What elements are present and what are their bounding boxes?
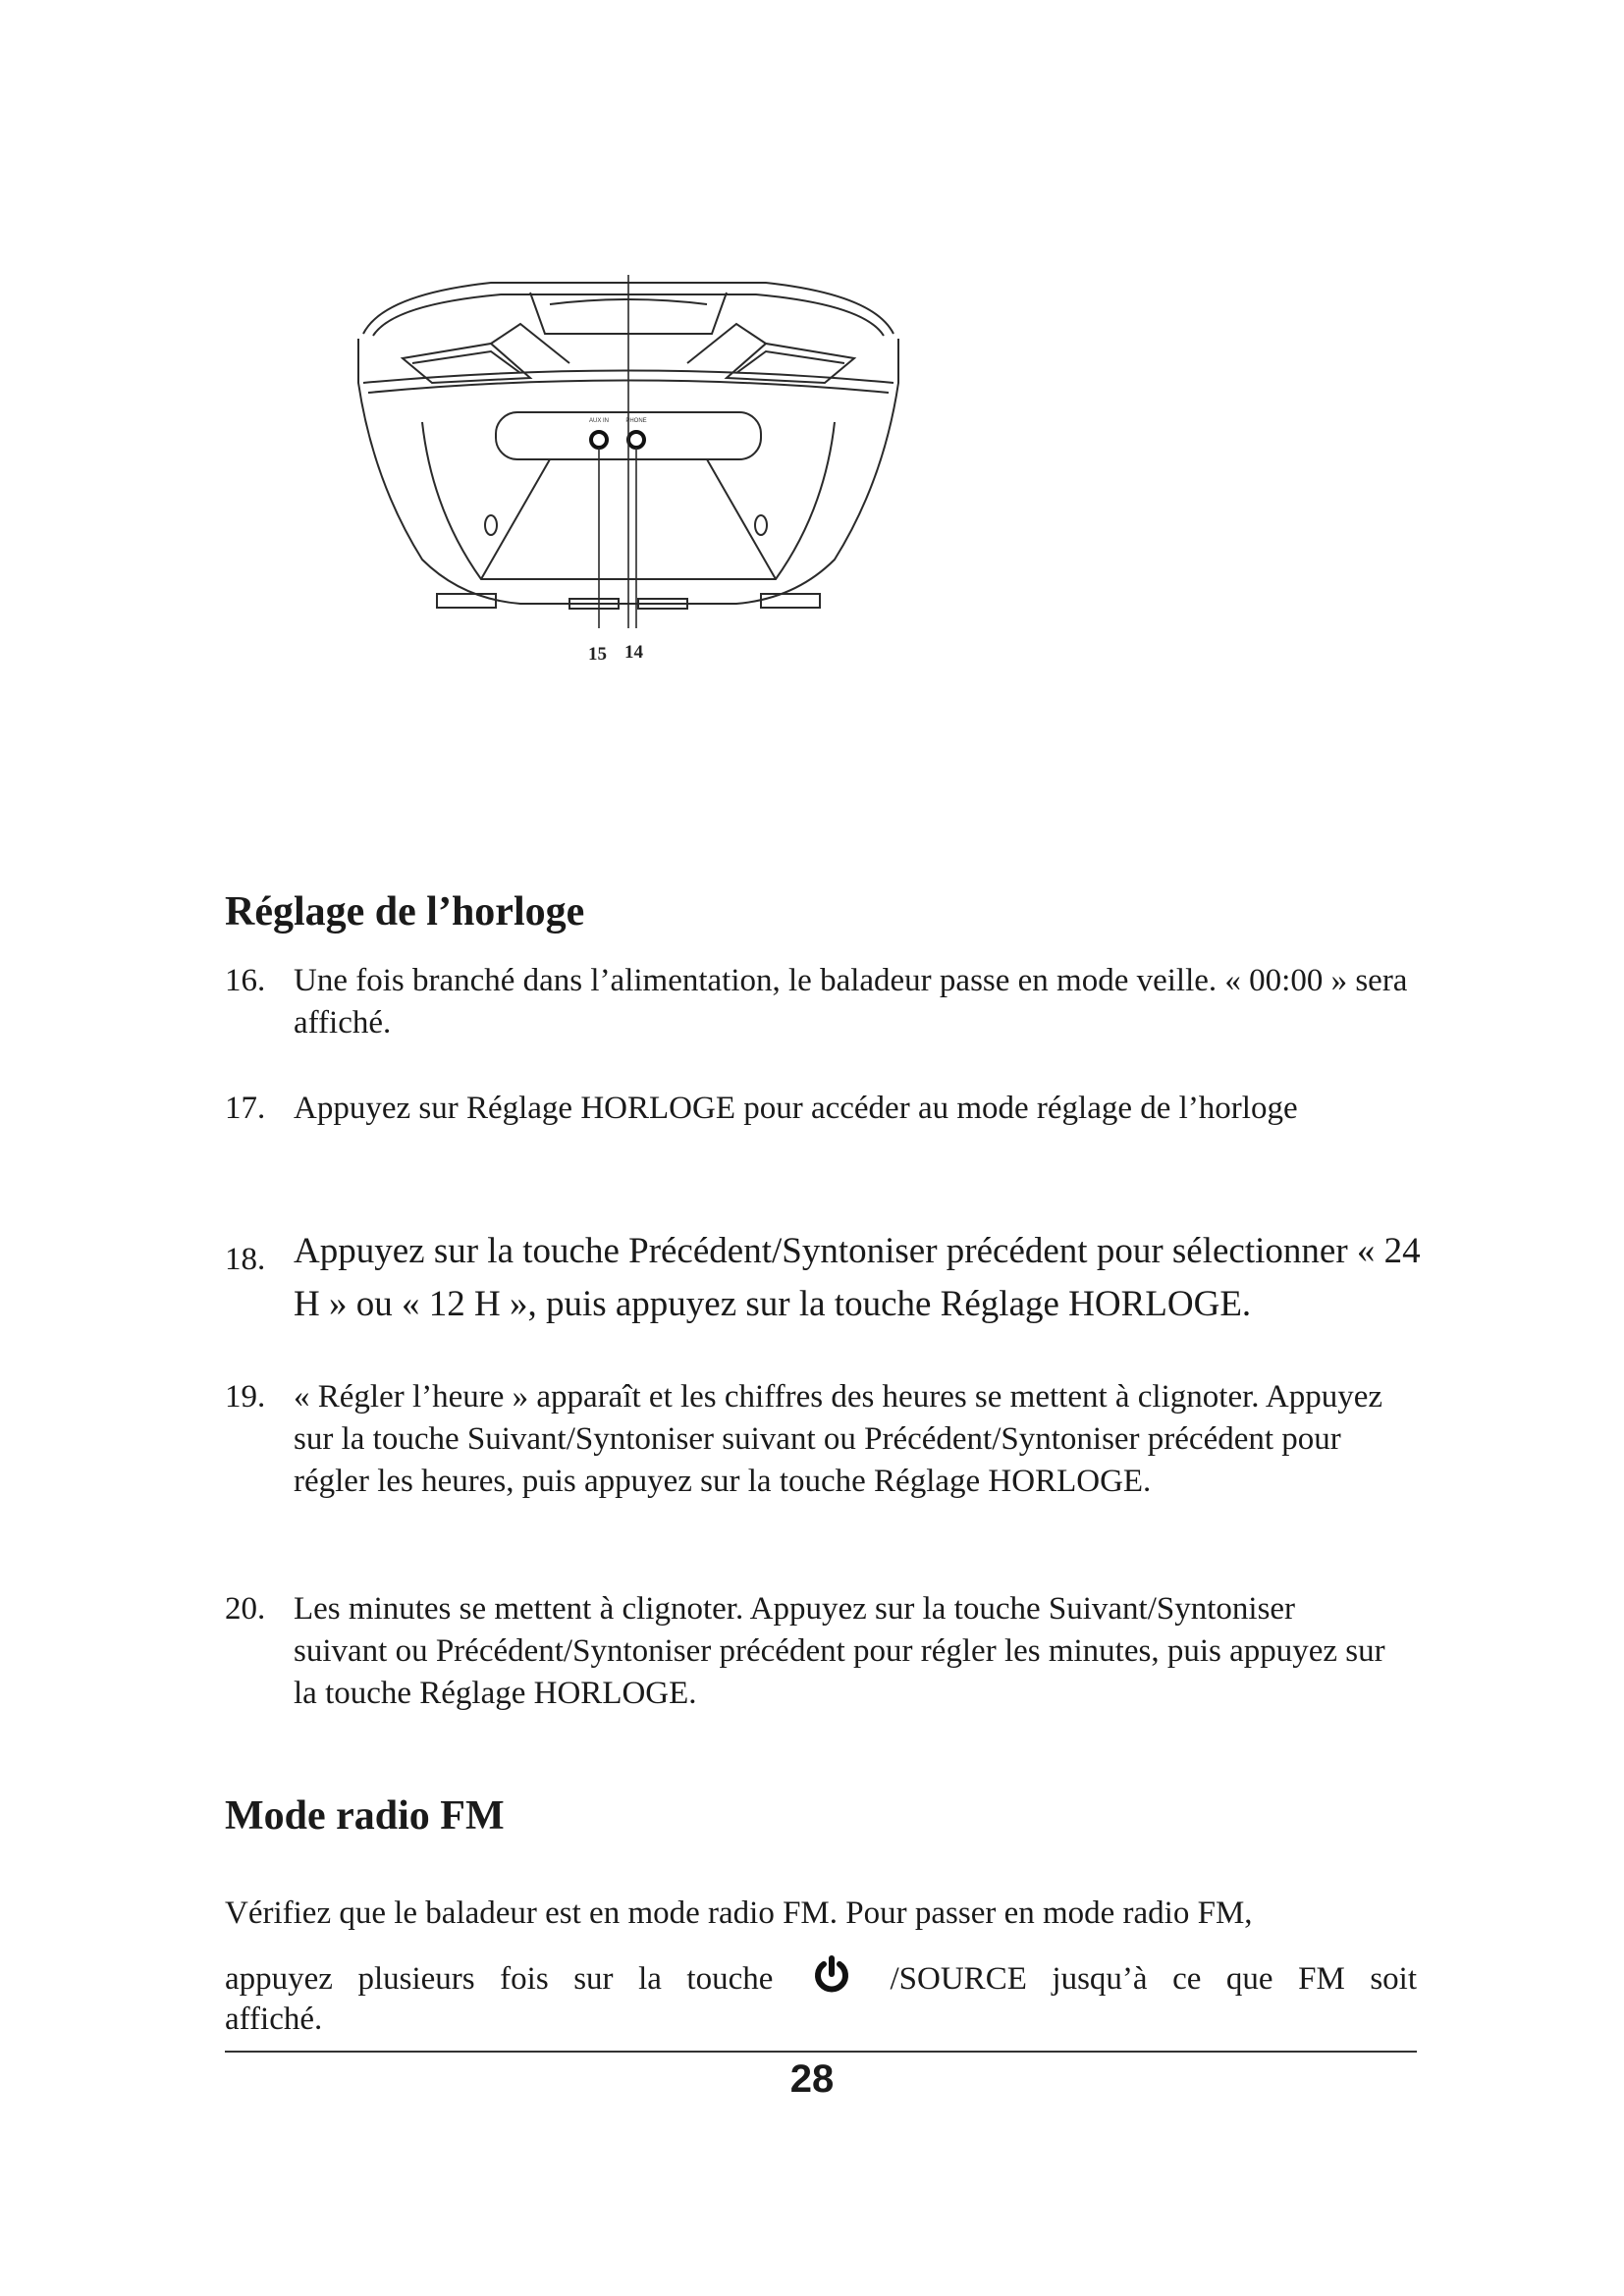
- device-illustration: [344, 265, 913, 687]
- list-item: [225, 1588, 1433, 1715]
- boombox-back-view-drawing: [344, 265, 913, 687]
- list-item-number: 16.: [225, 963, 266, 998]
- list-item-text: Les minutes se mettent à clignoter. Appuyez sur la touche Suivant/Syntoniser suivant ou Précédent/Syntoniser précédent pour régler les minutes, puis appuyez sur la touche Réglage HORLOGE.: [294, 1591, 1385, 1711]
- list-item-text: « Régler l’heure » apparaît et les chiffres des heures se mettent à clignoter. Appuyez sur la touche Suivant/Syntoniser suivant ou Précédent/Syntoniser précédent pour régler les heures, puis appuyez sur la touche Réglage HORLOGE.: [294, 1379, 1383, 1499]
- footer-rule: [225, 2051, 1417, 2053]
- aux-in-label: AUX IN: [588, 418, 610, 424]
- list-item: [225, 960, 1433, 1044]
- callout-label-14: 14: [624, 642, 643, 663]
- radio-section-heading: Mode radio FM: [225, 1793, 505, 1839]
- radio-paragraph-line-1: Vérifiez que le baladeur est en mode radio FM. Pour passer en mode radio FM,: [225, 1896, 1253, 1931]
- list-item-text: Appuyez sur Réglage HORLOGE pour accéder au mode réglage de l’horloge: [294, 1091, 1298, 1126]
- phone-label: PHONE: [625, 418, 647, 424]
- radio-paragraph-line-2: [225, 1955, 1417, 2001]
- list-item-number: 18.: [225, 1242, 266, 1277]
- radio-paragraph-line-3: affiché.: [225, 2002, 323, 2037]
- list-item: [225, 1225, 1433, 1331]
- list-item: [225, 1376, 1433, 1503]
- list-item-text: Appuyez sur la touche Précédent/Syntoniser précédent pour sélectionner « 24 H » ou « 12 H », puis appuyez sur la touche Réglage HORLOGE.: [294, 1231, 1421, 1324]
- phone-jack: [628, 432, 644, 448]
- aux-in-jack: [591, 432, 607, 448]
- radio-text-before-icon: appuyez plusieurs fois sur la touche: [225, 1961, 774, 1997]
- list-item-number: 17.: [225, 1091, 266, 1126]
- clock-section-heading: Réglage de l’horloge: [225, 889, 585, 934]
- list-item-text: Une fois branché dans l’alimentation, le baladeur passe en mode veille. « 00:00 » sera affiché.: [294, 963, 1408, 1041]
- power-icon: [812, 1955, 851, 1995]
- radio-text-after-icon: /SOURCE jusqu’à ce que FM soit: [890, 1961, 1418, 1997]
- page-number: 28: [789, 2057, 835, 2101]
- list-item-number: 20.: [225, 1591, 266, 1627]
- list-item-number: 19.: [225, 1379, 266, 1415]
- list-item: [225, 1088, 1433, 1130]
- callout-label-15: 15: [588, 644, 607, 665]
